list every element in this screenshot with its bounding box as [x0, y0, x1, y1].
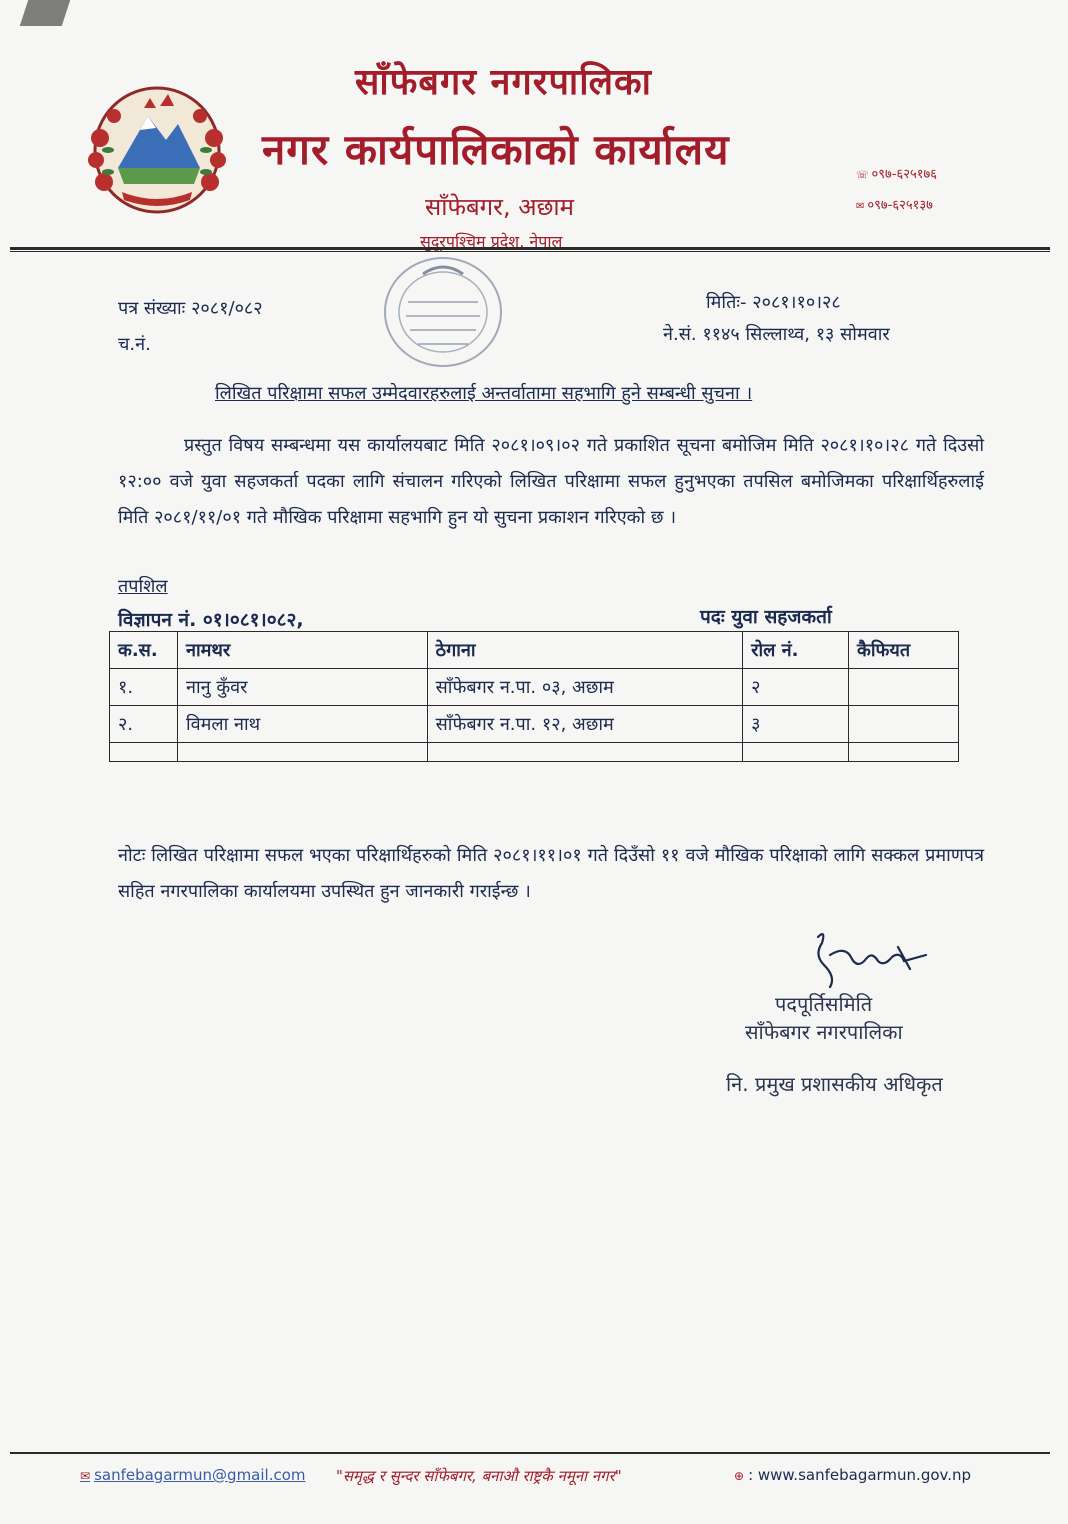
candidate-table: [109, 631, 959, 762]
fax-number: ०९७-६२५१३७: [867, 198, 933, 213]
cell-sn: १.: [110, 669, 178, 706]
col-header-sn: क.स.: [110, 632, 178, 669]
table-row: [110, 706, 959, 743]
table-spacer-row: [110, 743, 959, 762]
reference-number: [118, 296, 263, 320]
notice-body: प्रस्तुत विषय सम्बन्धमा यस कार्यालयबाट मिति २०८१।०९।०२ गते प्रकाशित सूचना बमोजिम मिति २०८१।१०।२८ गते दिउसो १२:०० वजे युवा सहजकर्ता पदका लागि संचालन गरिएको लिखित परिक्षामा सफल हुनुभएका तपसिल बमोजिमका परिक्षार्थिहरुलाई मिति २०८१/११/०१ गते मौखिक परिक्षामा सहभागि हुन यो सुचना प्रकाशन गरिएको छ ।: [118, 435, 984, 528]
municipality-name: साँफेबगर नगरपालिका: [355, 62, 652, 103]
footer-email-text: sanfebagarmun@gmail.com: [94, 1466, 306, 1484]
table-row: [110, 669, 959, 706]
date-label: मितिः-: [706, 292, 747, 313]
cell-remarks: [849, 669, 959, 706]
notice-note: नोटः लिखित परिक्षामा सफल भएका परिक्षार्थिहरुको मिति २०८१।११।०१ गते दिउँसो ११ वजे मौखिक परिक्षाको लागि सक्कल प्रमाणपत्र सहित नगरपालिका कार्यालयमा उपस्थित हुन जानकारी गराईन्छ ।: [118, 845, 984, 902]
fax-icon: ✉: [856, 201, 865, 212]
ref-label: पत्र संख्याः: [118, 298, 186, 319]
dispatch-number: च.नं.: [118, 334, 151, 355]
cell-address: साँफेबगर न.पा. १२, अछाम: [427, 706, 743, 743]
scan-corner-mark: [20, 0, 70, 26]
phone-line: [856, 164, 937, 182]
col-header-address: ठेगाना: [427, 632, 743, 669]
header-divider: [10, 247, 1050, 252]
email-icon: ✉: [80, 1469, 91, 1483]
phone-number: ०९७-६२५१७६: [871, 167, 938, 182]
col-header-name: नामथर: [177, 632, 427, 669]
letter-date: [706, 290, 841, 314]
notice-subject: लिखित परिक्षामा सफल उम्मेदवारहरुलाई अन्तर्वातामा सहभागि हुने सम्बन्धी सुचना ।: [215, 383, 753, 404]
nepal-sambat-date: ने.सं. ११४५ सिल्लाथ्व, १३ सोमवार: [663, 324, 890, 345]
fax-line: [856, 195, 933, 213]
col-header-roll: रोल नं.: [743, 632, 849, 669]
ref-value: २०८१/०८२: [191, 298, 263, 319]
signatory-committee: पदपूर्तिसमिति: [775, 992, 873, 1016]
date-value: २०८१।१०।२८: [752, 292, 841, 313]
office-seal-stamp: [378, 252, 508, 372]
cell-remarks: [849, 706, 959, 743]
advertisement-number: विज्ञापन नं. ०१।०८१।०८२,: [118, 609, 304, 631]
footer-slogan: "समृद्ध र सुन्दर साँफेबगर, बनाऔ राष्ट्रकै नमूना नगर": [336, 1467, 622, 1485]
footer-web-text: : www.sanfebagarmun.gov.np: [748, 1466, 972, 1484]
office-name: नगर कार्यपालिकाको कार्यालय: [262, 125, 730, 174]
footer-divider: [10, 1452, 1050, 1454]
nepal-emblem-icon: [78, 78, 236, 218]
cell-sn: २.: [110, 706, 178, 743]
signatory-municipality: साँफेबगर नगरपालिका: [745, 1020, 903, 1044]
table-header-row: [110, 632, 959, 669]
phone-icon: ☏: [856, 170, 869, 181]
globe-icon: ⊕: [734, 1469, 745, 1483]
cell-name: नानु कुँवर: [177, 669, 427, 706]
cell-address: साँफेबगर न.पा. ०३, अछाम: [427, 669, 743, 706]
handwritten-signature: [800, 925, 940, 995]
signatory-officer: नि. प्रमुख प्रशासकीय अधिकृत: [726, 1072, 943, 1096]
cell-name: विमला नाथ: [177, 706, 427, 743]
office-address: साँफेबगर, अछाम: [425, 193, 574, 221]
col-header-remarks: कैफियत: [849, 632, 959, 669]
post-title: पदः युवा सहजकर्ता: [700, 606, 832, 628]
cell-roll: ३: [743, 706, 849, 743]
footer-email[interactable]: [80, 1466, 306, 1484]
cell-roll: २: [743, 669, 849, 706]
footer-website[interactable]: [734, 1466, 971, 1484]
details-heading: तपशिल: [118, 576, 168, 597]
office-province: सुदूरपश्चिम प्रदेश, नेपाल: [420, 232, 563, 251]
